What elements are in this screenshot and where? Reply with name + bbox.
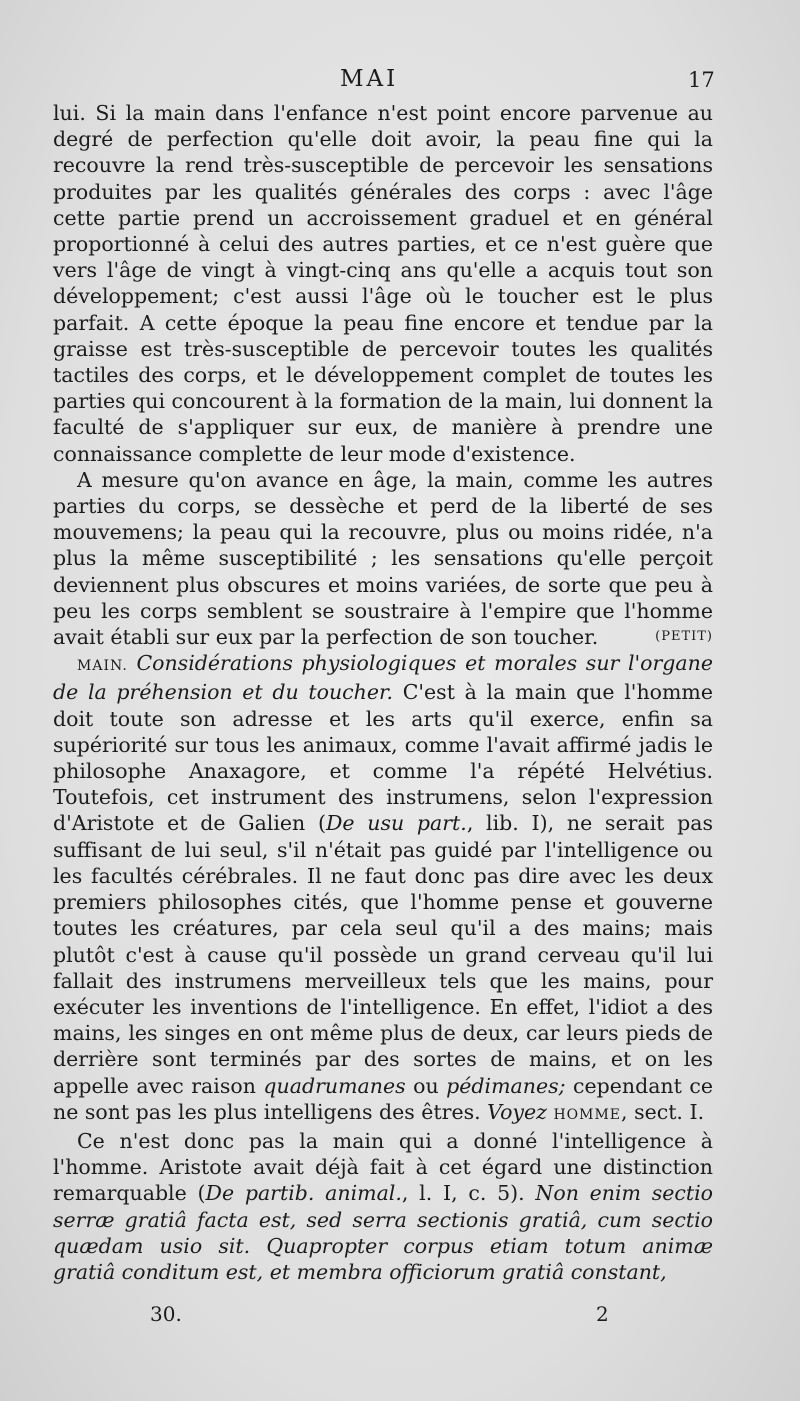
author-signature: (PETIT) xyxy=(655,629,713,645)
paragraph-4-text-1: Ce n'est donc pas la main qui a donné l'intelligence à l'homme. Aristote avait déjà fait à cet égard une distinction remarquable ( xyxy=(53,1128,713,1206)
page-number: 17 xyxy=(688,68,715,92)
paragraph-3-text-2: , lib. I), ne serait pas suffisant de lui seul, s'il n'était pas guidé par l'intelligence ou les facultés cérébrales. Il ne faut donc pas dire avec les deux premiers philosophes cités, que l'homme pense et gouverne toutes les créatures, par cela seul qu'il a des mains; mais plutôt c'est à cause qu'il possède un grand cerveau qu'il lui fallait des instrumens merveilleux tels que les mains, pour exécuter les inventions de l'intelligence. En effet, l'idiot a des mains, les singes en ont même plus de deux, car leurs pieds de derrière sont terminés par des sortes de mains, et on les appelle avec raison xyxy=(53,811,713,1098)
term-quadrumanes: quadrumanes xyxy=(263,1073,406,1098)
term-pedimanes: pédimanes; xyxy=(446,1073,566,1098)
entry-lead: MAIN. xyxy=(77,658,128,675)
citation-galien: De usu part. xyxy=(325,811,467,836)
paragraph-4-text-2: , l. I, c. 5). xyxy=(401,1181,536,1206)
page-footer xyxy=(0,1302,800,1332)
entry-heading: Considérations physiologiques et morales sur l'organe de la préhension et du toucher. xyxy=(53,651,713,705)
paragraph-1: lui. Si la main dans l'enfance n'est point encore parvenue au degré de perfection qu'elle doit avoir, la peau fine qui la recouvre la rend très-susceptible de percevoir les sensations produites par les qualités générales des corps : avec l'âge cette partie prend un accroissement graduel et en général proportionné à celui des autres parties, et ce n'est guère que vers l'âge de vingt à vingt-cinq ans qu'elle a acquis tout son développement; c'est aussi l'âge où le toucher est le plus parfait. A cette époque la peau fine encore et tendue par la graisse est très-susceptible de percevoir toutes les qualités tactiles des corps, et le développement complet de toutes les parties qui concourent à la formation de la main, lui donnent la faculté de s'appliquer sur eux, de manière à prendre une connaissance complette de leur mode d'existence. xyxy=(53,101,713,466)
paragraph-3-text-3: ou xyxy=(405,1073,447,1098)
citation-aristote: De partib. animal. xyxy=(205,1181,402,1206)
body-text xyxy=(53,100,713,1285)
running-title: MAI xyxy=(340,66,399,92)
paragraph-3-text-1: C'est à la main que l'homme doit toute son adresse et les arts qu'il exerce, enfin sa supériorité sur tous les animaux, comme l'avait affirmé jadis le philosophe Anaxagore, et comme l'a répété Helvétius. Toutefois, cet instrument des instrumens, selon l'expression d'Aristote et de Galien ( xyxy=(53,680,713,836)
signature-mark: 2 xyxy=(596,1302,609,1326)
paragraph-2 xyxy=(53,467,713,650)
sheet-number: 30. xyxy=(150,1302,182,1326)
cross-reference-homme: HOMME xyxy=(553,1106,622,1123)
paragraph-3 xyxy=(53,650,713,1128)
paragraph-4 xyxy=(53,1128,713,1285)
paragraph-3-text-5: , sect. I. xyxy=(621,1099,705,1124)
latin-quotation: Non enim sectio serræ gratiâ facta est, sed serra sectionis gratiâ, cum sectio quædam usio sit. Quapropter corpus etiam totum animæ gratiâ conditum est, et membra officiorum gratiâ constant, xyxy=(53,1181,714,1284)
see-also-voyez: Voyez xyxy=(487,1099,547,1124)
paragraph-2-text: A mesure qu'on avance en âge, la main, comme les autres parties du corps, se dessèche et perd de la liberté de ses mouvemens; la peau qui la recouvre, plus ou moins ridée, n'a plus la même susceptibilité ; les sensations qu'elle perçoit deviennent plus obscures et moins variées, de sorte que peu à peu les corps semblent se soustraire à l'empire que l'homme avait établi sur eux par la perfection de son toucher. xyxy=(53,467,713,650)
paragraph-3-text-4: cependant ce ne sont pas les plus intelligens des êtres. xyxy=(53,1073,713,1124)
